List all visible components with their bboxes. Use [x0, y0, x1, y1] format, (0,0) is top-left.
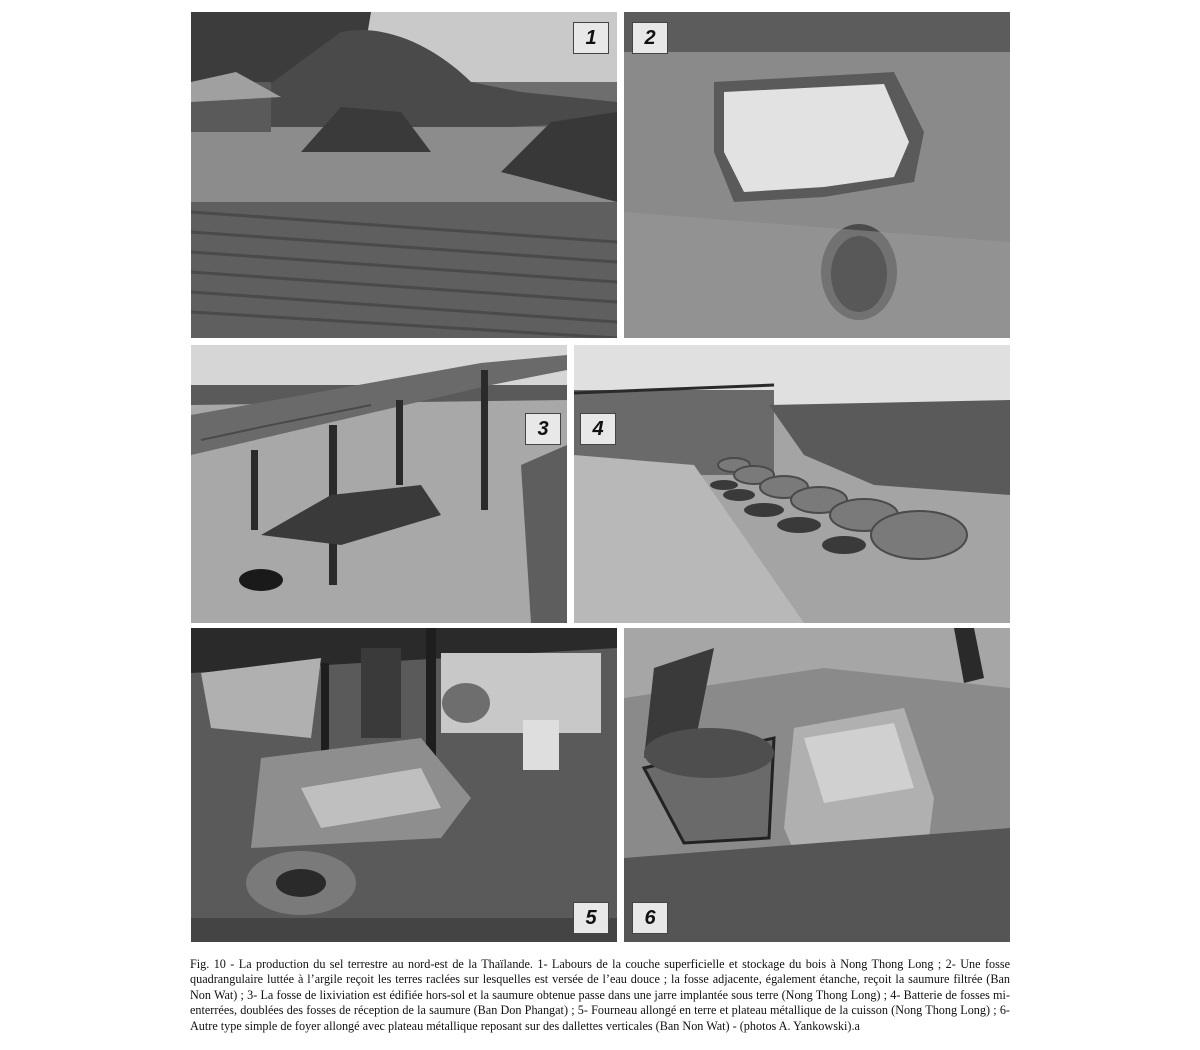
photo-panel-1: [191, 12, 617, 338]
photo-panel-2: [624, 12, 1010, 338]
field-landscape-image: [191, 12, 617, 338]
photo-panel-5: [191, 628, 617, 942]
photo-panel-4: [574, 345, 1010, 623]
panel-number-5: 5: [573, 902, 609, 934]
panel-number-6: 6: [632, 902, 668, 934]
clay-pit-image: [624, 12, 1010, 338]
panel-number-2: 2: [632, 22, 668, 54]
thatched-shelter-image: [191, 345, 567, 623]
panel-number-4: 4: [580, 413, 616, 445]
clay-furnace-image: [191, 628, 617, 942]
panel-number-3: 3: [525, 413, 561, 445]
panel-number-1: 1: [573, 22, 609, 54]
photo-panel-6: [624, 628, 1010, 942]
basket-hearth-image: [624, 628, 1010, 942]
photo-panel-3: [191, 345, 567, 623]
pit-battery-image: [574, 345, 1010, 623]
figure-caption: Fig. 10 - La production du sel terrestre au nord-est de la Thaïlande. 1- Labours de la couche superficielle et stockage du bois à Nong Thong Long ; 2- Une fosse quadrangulaire luttée à l’argile reçoit les terres raclées sur lesquelles est versée de l’eau douce ; la fosse adjacente, également étanche, reçoit la saumure filtrée (Ban Non Wat) ; 3- La fosse de lixiviation est édifiée hors-sol et la saumure obtenue passe dans une jarre implantée sous terre (Nong Thong Long) ; 4- Batterie de fosses mi-enterrées, doublées des fosses de réception de la saumure (Ban Don Phangat) ; 5- Fourneau allongé en terre et plateau métallique de la cuisson (Nong Thong Long) ; 6- Autre type simple de foyer allongé avec plateau métallique reposant sur des dallettes verticales (Ban Non Wat) - (photos A. Yankowski).a: [190, 957, 1010, 1033]
